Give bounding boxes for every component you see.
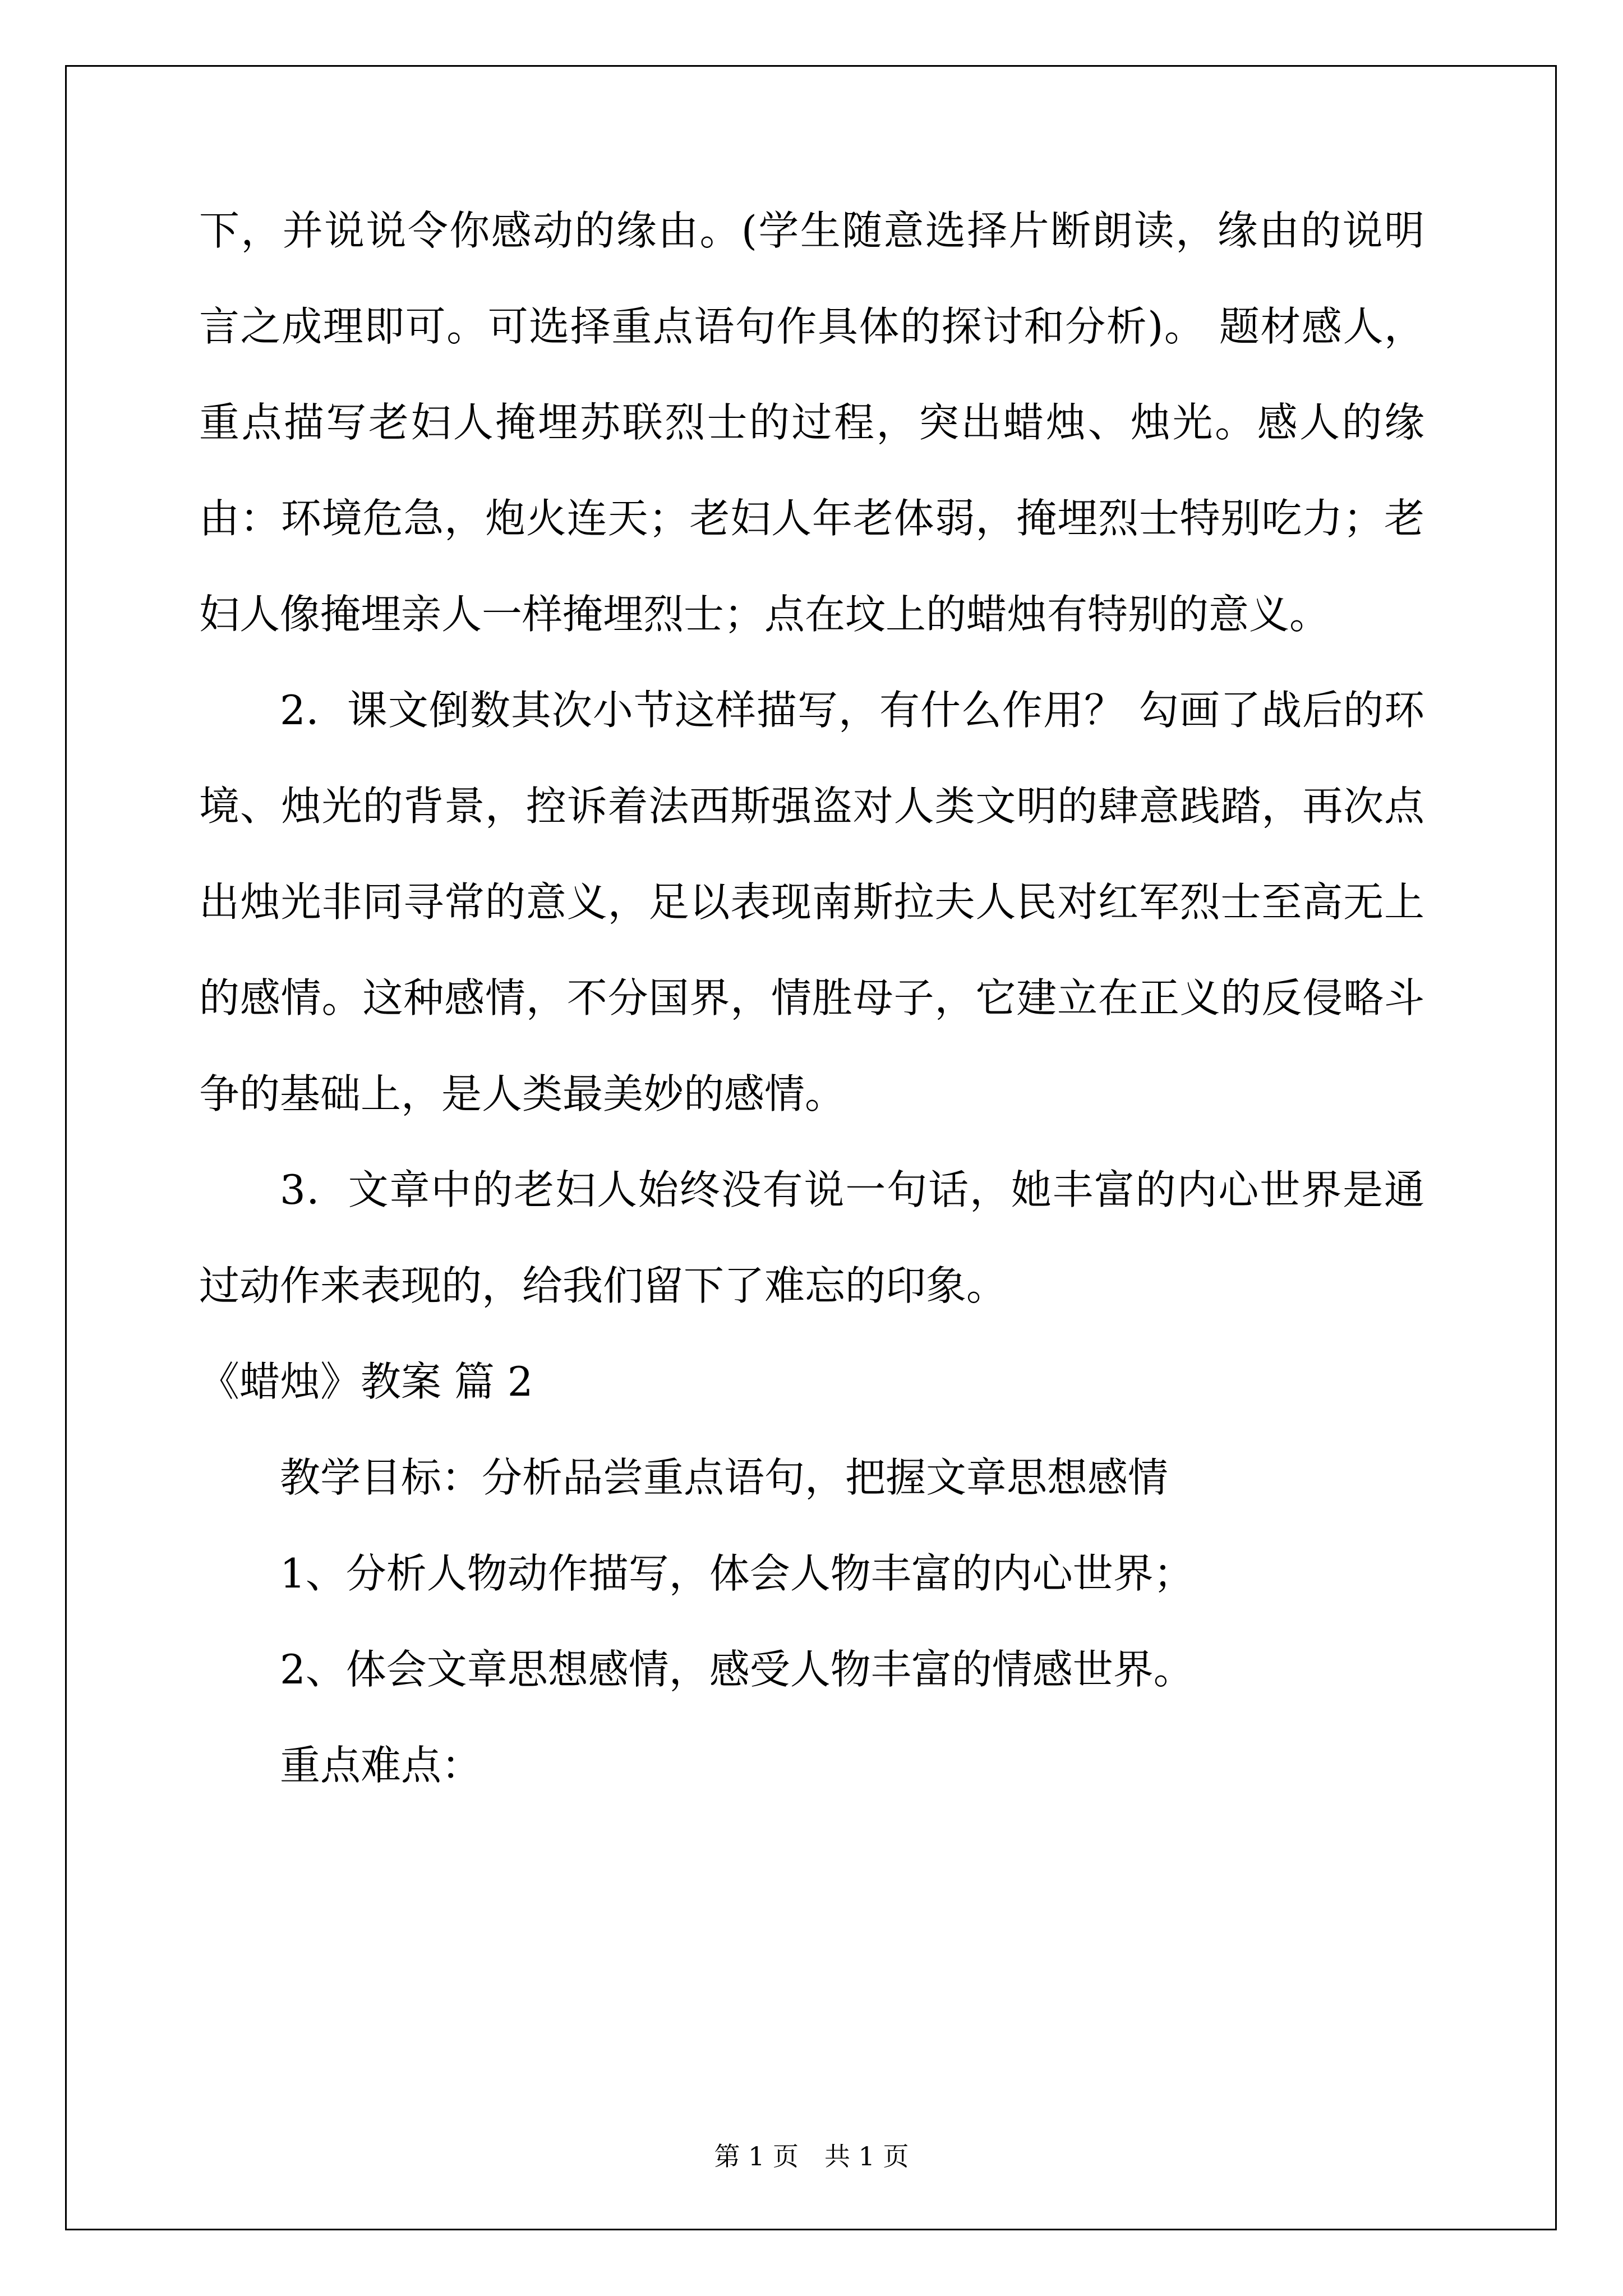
paragraph-2: 2．课文倒数其次小节这样描写，有什么作用？ 勾画了战后的环境、烛光的背景，控诉着法西斯强盗对人类文明的肆意践踏，再次点出烛光非同寻常的意义，足以表现南斯拉夫人民对红军烈士至高无上的感情。这种感情，不分国界，情胜母子，它建立在正义的反侵略斗争的基础上，是人类最美妙的感情。 — [199, 687, 1424, 1117]
document-body — [199, 207, 1424, 1814]
key-difficulty-line: 重点难点： — [280, 1742, 482, 1789]
paragraph-3: 3．文章中的老妇人始终没有说一句话，她丰富的内心世界是通过动作来表现的，给我们留下了难忘的印象。 — [199, 1166, 1424, 1309]
goal-item-1: 1、分析人物动作描写，体会人物丰富的内心世界； — [280, 1550, 1194, 1597]
page-number-footer: 第 1 页 共 1 页 — [714, 2141, 909, 2171]
goal-item-2: 2、体会文章思想感情，感受人物丰富的情感世界。 — [280, 1646, 1194, 1693]
paragraph-1: 下，并说说令你感动的缘由。(学生随意选择片断朗读，缘由的说明言之成理即可。可选择重点语句作具体的探讨和分析)。 题材感人，重点描写老妇人掩埋苏联烈士的过程，突出蜡烛、烛光。感人的缘由：环境危急，炮火连天；老妇人年老体弱，掩埋烈士特别吃力；老妇人像掩埋亲人一样掩埋烈士；点在坟上的蜡烛有特别的意义。 — [199, 207, 1424, 638]
teaching-goal-line: 教学目标：分析品尝重点语句，把握文章思想感情 — [280, 1454, 1169, 1501]
section-heading: 《蜡烛》教案 篇 2 — [199, 1358, 533, 1405]
